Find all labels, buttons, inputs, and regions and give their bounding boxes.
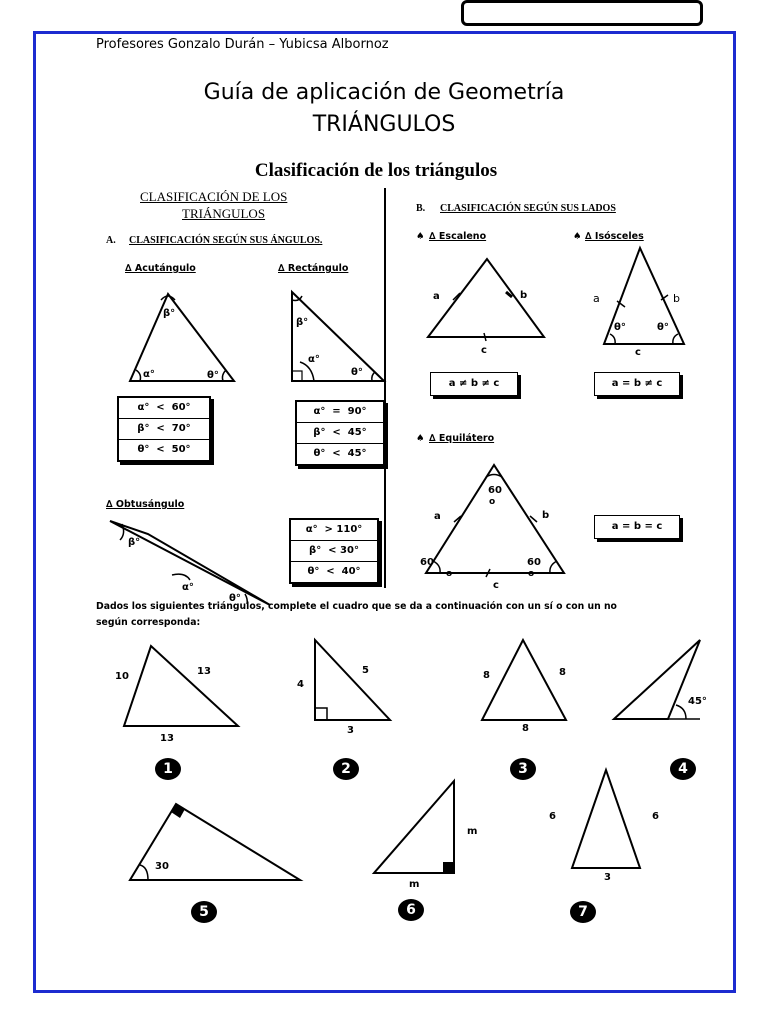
equi-degree-top: o <box>489 497 496 507</box>
t7-right-side: 6 <box>652 811 659 822</box>
iso-side-a: a <box>593 292 600 305</box>
obtuse-alpha: α° <box>182 582 194 593</box>
t3-right-side: 8 <box>559 667 566 678</box>
isosceles-label: ∆ Isósceles <box>585 231 644 242</box>
equi-degree-left: o <box>446 569 453 579</box>
right-row-3: θ° < 45° <box>313 448 367 459</box>
equilateral-equation: a = b = c <box>594 515 680 539</box>
section-b-label: CLASIFICACIÓN SEGÚN SUS LADOS <box>440 203 616 214</box>
t7-bottom-side: 3 <box>604 872 611 883</box>
equi-angle-left: 60 <box>420 557 434 568</box>
acute-beta: β° <box>163 308 176 319</box>
instruction-line2: según corresponda: <box>96 617 201 628</box>
t2-left-side: 4 <box>297 679 304 690</box>
exercise-number-1: 1 <box>155 758 181 780</box>
equi-side-a: a <box>434 511 441 522</box>
t2-bottom-side: 3 <box>347 725 354 736</box>
escaleno-label: ∆ Escaleno <box>429 231 487 242</box>
exercise-number-7: 7 <box>570 901 596 923</box>
t4-angle-label: 45° <box>688 696 707 707</box>
equi-side-b: b <box>542 510 550 521</box>
isosceles-equation: a = b ≠ c <box>594 372 680 396</box>
column-divider <box>384 188 386 588</box>
t5-angle-label: 30 <box>155 861 169 872</box>
acute-row-2: β° < 70° <box>119 419 209 440</box>
right-row-2: β° < 45° <box>297 423 383 444</box>
page-subtitle: TRIÁNGULOS <box>312 112 456 137</box>
iso-side-c: c <box>635 347 641 358</box>
right-beta: β° <box>296 317 309 328</box>
obtuse-table <box>289 518 379 584</box>
obtuse-beta: β° <box>128 537 141 548</box>
equilatero-label: ∆ Equilátero <box>429 433 495 444</box>
t1-bottom-side: 13 <box>160 733 174 744</box>
top-header-box <box>461 0 703 26</box>
acute-theta: θ° <box>207 370 219 381</box>
t6-bottom-side: m <box>409 879 420 890</box>
t3-bottom-side: 8 <box>522 723 529 734</box>
obtuse-row-1: α° > 110° <box>291 520 377 541</box>
t6-right-side: m <box>467 826 478 837</box>
exercise-number-3: 3 <box>510 758 536 780</box>
scalene-side-c: c <box>481 345 487 356</box>
exercise-number-6: 6 <box>398 899 424 921</box>
obtuse-row-2: β° < 30° <box>291 541 377 562</box>
exercise-number-5: 5 <box>191 901 217 923</box>
t2-right-side: 5 <box>362 665 369 676</box>
left-heading-line2: TRIÁNGULOS <box>182 206 266 221</box>
equi-angle-top: 60 <box>488 485 502 496</box>
spade-icon: ♠ <box>573 231 582 242</box>
spade-icon: ♠ <box>416 433 425 444</box>
instruction-line1: Dados los siguientes triángulos, complete el cuadro que se da a continuación con un sí o con un no <box>96 601 617 612</box>
section-b-marker: B. <box>416 203 426 214</box>
iso-theta-left: θ° <box>614 322 626 333</box>
exercise-number-2: 2 <box>333 758 359 780</box>
equi-side-c: c <box>493 580 499 591</box>
section-a-marker: A. <box>106 235 116 246</box>
t1-left-side: 10 <box>115 671 129 682</box>
acute-row-1: α° < 60° <box>119 398 209 419</box>
acute-row-3: θ° < 50° <box>137 444 191 455</box>
obtusangulo-label: ∆ Obtusángulo <box>106 499 185 510</box>
equi-degree-right: o <box>528 569 535 579</box>
acute-alpha: α° <box>143 369 155 380</box>
section-title: Clasificación de los triángulos <box>254 160 498 181</box>
t3-left-side: 8 <box>483 670 490 681</box>
left-heading-line1: CLASIFICACIÓN DE LOS <box>140 189 288 204</box>
page-title: Guía de aplicación de Geometría <box>203 80 565 105</box>
obtuse-row-3: θ° < 40° <box>307 566 361 577</box>
right-theta: θ° <box>351 367 363 378</box>
iso-theta-right: θ° <box>657 322 669 333</box>
acute-table <box>117 396 211 462</box>
t7-left-side: 6 <box>549 811 556 822</box>
scalene-side-b: b <box>520 290 528 301</box>
exercise-number-4: 4 <box>670 758 696 780</box>
right-table <box>295 400 385 466</box>
scalene-equation: a ≠ b ≠ c <box>430 372 518 396</box>
section-a-label: CLASIFICACIÓN SEGÚN SUS ÁNGULOS. <box>129 235 323 246</box>
equi-angle-right: 60 <box>527 557 541 568</box>
obtuse-theta: θ° <box>229 593 241 604</box>
scalene-side-a: a <box>433 291 440 302</box>
acutangulo-label: ∆ Acutángulo <box>125 263 196 274</box>
right-alpha: α° <box>308 354 320 365</box>
rectangulo-label: ∆ Rectángulo <box>278 263 349 274</box>
iso-side-b: b <box>673 292 680 305</box>
t1-right-side: 13 <box>197 666 211 677</box>
right-row-1: α° = 90° <box>297 402 383 423</box>
authors-line: Profesores Gonzalo Durán – Yubicsa Albornoz <box>96 37 389 52</box>
spade-icon: ♠ <box>416 231 425 242</box>
